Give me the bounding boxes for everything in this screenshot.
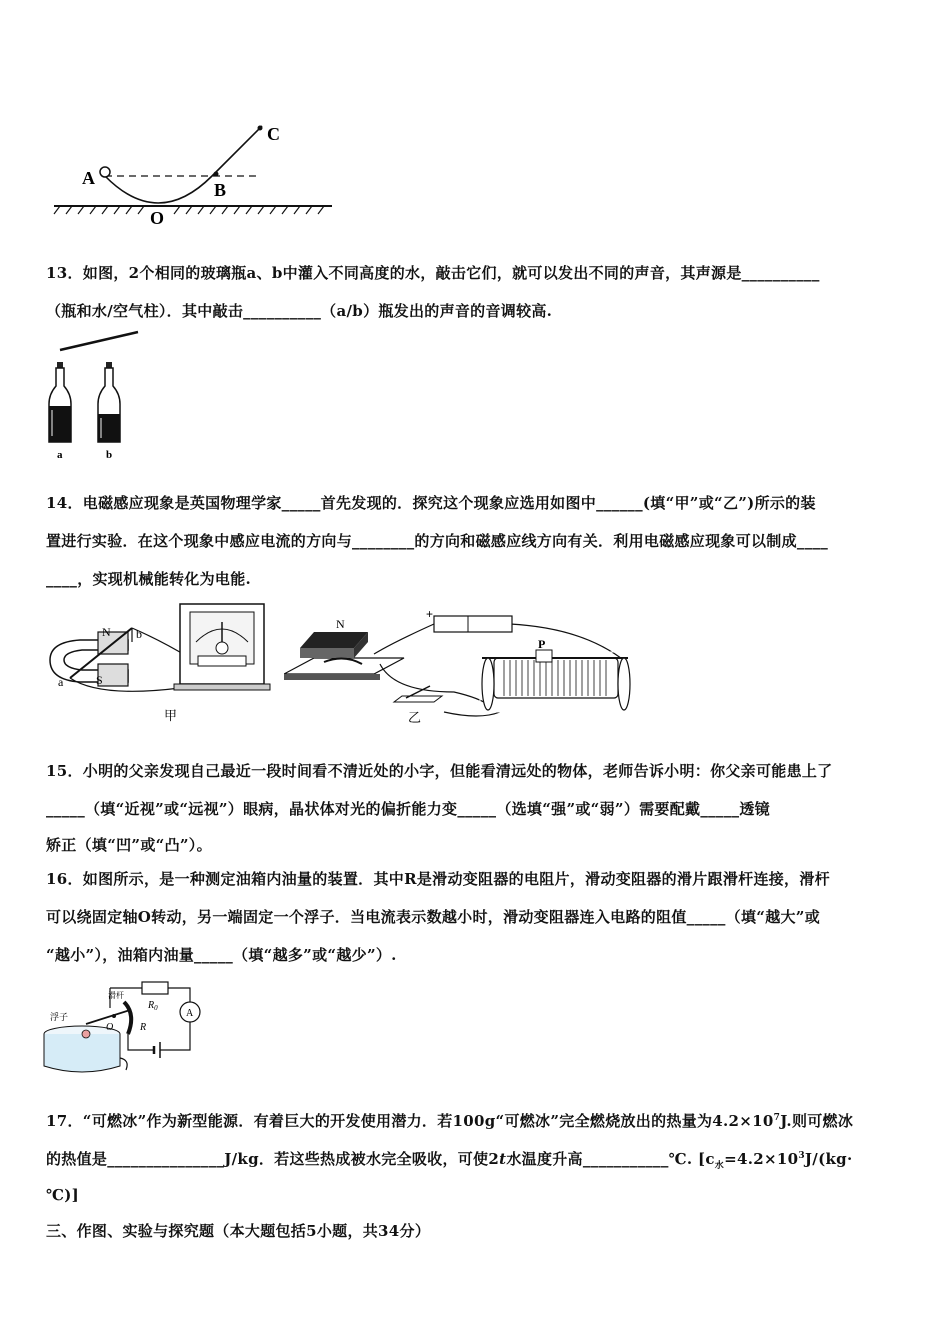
ammeter-a-label: A: [186, 1008, 194, 1019]
q13-line1: 13．如图，2个相同的玻璃瓶a、b中灌入不同高度的水，敲击它们，就可以发出不同的声音，其声源是__________: [46, 264, 820, 282]
q16-line3: “越小”），油箱内油量_____（填“越多”或“越少”）.: [46, 946, 397, 964]
slider-p-label: P: [538, 637, 546, 651]
q17-line2-val: =4.2×10: [724, 1150, 799, 1168]
q17-t-unit: t: [499, 1150, 507, 1168]
q17-line2: [46, 1148, 852, 1171]
float-label: 浮子: [50, 1013, 69, 1023]
bottles-figure: [40, 326, 160, 461]
figure-yi: [284, 602, 634, 727]
q13-line2: （瓶和水/空气柱）．其中敲击__________（a/b）瓶发出的声音的音调较高.: [46, 302, 553, 320]
wire-a-label: a: [58, 675, 64, 689]
q16-line2: 可以绕固定轴O转动，另一端固定一个浮子．当电流表示数越小时，滑动变阻器连入电路的阻值_____（填“越大”或: [46, 908, 821, 926]
q17-line1-text: 17．“可燃冰”作为新型能源．有着巨大的开发使用潜力．若100g“可燃冰”完全燃烧放出的热量为4.2×10: [46, 1112, 774, 1130]
bottle-b-label: b: [106, 449, 113, 461]
q14-line2: 置进行实验．在这个现象中感应电流的方向与________的方向和磁感应线方向有关．利用电磁感应现象可以制成____: [46, 532, 829, 550]
magnet-s-label: S: [96, 673, 103, 687]
point-a-label: A: [82, 168, 95, 188]
q17-line1-end: J.则可燃冰: [780, 1112, 854, 1130]
bottle-a-icon: [49, 362, 71, 442]
point-o-label: O: [150, 208, 165, 228]
point-b-label: B: [214, 180, 227, 200]
q17-line2-mid: 水温度升高___________℃. [c: [506, 1150, 715, 1168]
q14-line3: ____，实现机械能转化为电能.: [46, 570, 252, 588]
q17-exp7: 7: [773, 1113, 781, 1123]
q15-line2: _____（填“近视”或“远视”）眼病，晶状体对光的偏折能力变_____（选填“强”或“弱”）需要配戴_____透镜: [46, 800, 770, 818]
q17-exp3: 3: [798, 1151, 805, 1161]
wire-b-label: b: [136, 627, 142, 641]
rod-label: 滑杆: [108, 991, 124, 1000]
q17-line1: [46, 1110, 853, 1131]
figure-yi-caption: 乙: [408, 711, 422, 726]
figure-jia-caption: 甲: [164, 709, 178, 723]
resistor-r-label: R: [140, 1022, 147, 1033]
track-figure: [50, 110, 340, 230]
q15-line1: 15．小明的父亲发现自己最近一段时间看不清近处的小字，但能看清远处的物体，老师告诉小明：你父亲可能患上了: [46, 762, 833, 780]
oil-gauge-figure: [42, 972, 217, 1082]
q17-water-sub: 水: [714, 1161, 725, 1171]
q17-line2-text: 的热值是_______________J/kg．若这些热成被水完全吸收，可使2: [46, 1150, 500, 1168]
resistor-r0-label: $R_0$: [148, 1000, 158, 1012]
q15-line3: 矫正（填“凹”或“凸”）。: [46, 836, 212, 854]
q16-line1: 16．如图所示，是一种测定油箱内油量的装置．其中R是滑动变阻器的电阻片，滑动变阻器的滑片跟滑杆连接，滑杆: [46, 870, 830, 888]
pivot-o-label: O: [106, 1022, 114, 1033]
svg-text:+: +: [426, 607, 434, 621]
magnet-n-label-yi: N: [336, 617, 345, 631]
section3-heading: 三、作图、实验与探究题（本大题包括5小题，共34分）: [46, 1222, 431, 1240]
figure-jia: [40, 598, 280, 723]
point-c-label: C: [267, 124, 280, 144]
bottle-b-icon: [98, 362, 120, 442]
q17-line2-end: J/(kg·: [804, 1150, 853, 1168]
q14-line1: 14．电磁感应现象是英国物理学家_____首先发现的．探究这个现象应选用如图中______(填“甲”或“乙”)所示的装: [46, 494, 816, 512]
q17-line3: ℃)]: [46, 1186, 80, 1204]
bottle-a-label: a: [57, 449, 63, 461]
magnet-n-label: N: [102, 625, 111, 639]
